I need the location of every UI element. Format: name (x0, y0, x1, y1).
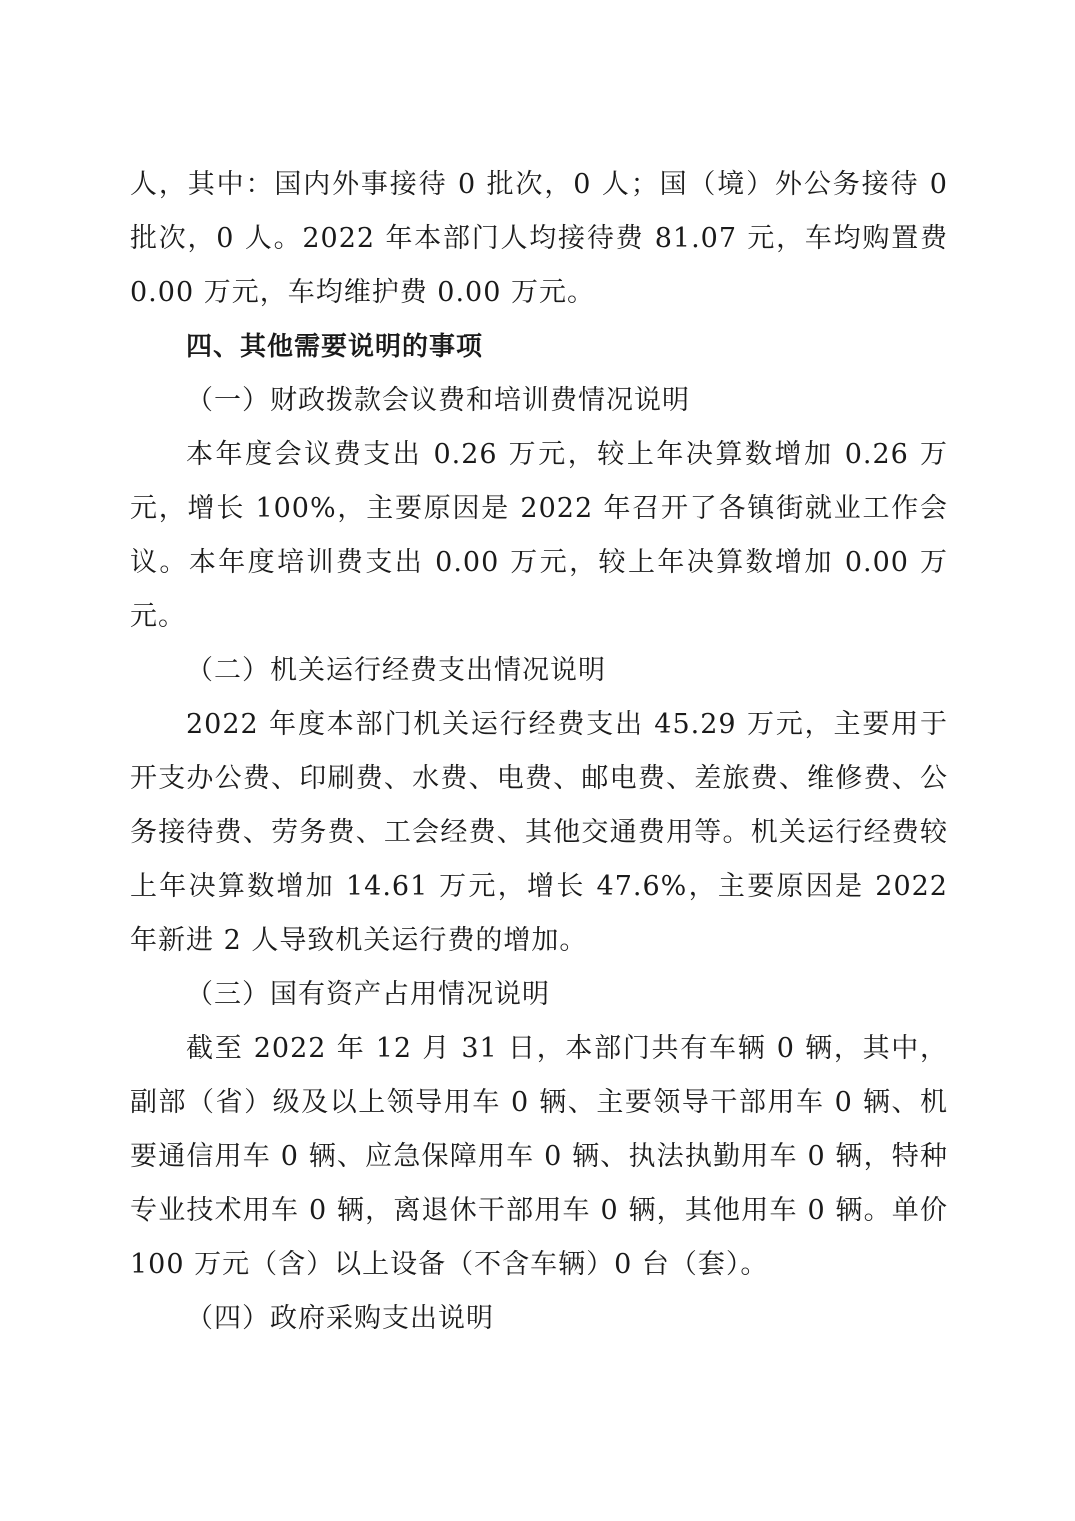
paragraph-state-assets: 截至 2022 年 12 月 31 日，本部门共有车辆 0 辆，其中，副部（省）级及以上领导用车 0 辆、主要领导干部用车 0 辆、机要通信用车 0 辆、应急保障用车 0 辆、执法执勤用车 0 辆，特种专业技术用车 0 辆，离退休干部用车 0 辆，其他用车 0 辆。单价 100 万元（含）以上设备（不含车辆）0 台（套）。 (130, 1033, 948, 1280)
section-heading-other-matters: 四、其他需要说明的事项 (186, 332, 484, 362)
paragraph-reception-summary: 人，其中：国内外事接待 0 批次，0 人；国（境）外公务接待 0 批次，0 人。2022 年本部门人均接待费 81.07 元，车均购置费 0.00 万元，车均维护费 0.00 万元。 (130, 169, 948, 308)
subheading-meeting-training: （一）财政拨款会议费和培训费情况说明 (186, 385, 690, 416)
subheading-state-assets: （三）国有资产占用情况说明 (186, 979, 550, 1010)
paragraph-operating-expenses: 2022 年度本部门机关运行经费支出 45.29 万元，主要用于开支办公费、印刷费、水费、电费、邮电费、差旅费、维修费、公务接待费、劳务费、工会经费、其他交通费用等。机关运行经费较上年决算数增加 14.61 万元，增长 47.6%，主要原因是 2022 年新进 2 人导致机关运行费的增加。 (130, 709, 948, 956)
subheading-government-procurement: （四）政府采购支出说明 (186, 1303, 494, 1334)
paragraph-meeting-training: 本年度会议费支出 0.26 万元，较上年决算数增加 0.26 万元，增长 100%，主要原因是 2022 年召开了各镇街就业工作会议。本年度培训费支出 0.00 万元，较上年决算数增加 0.00 万元。 (130, 439, 948, 632)
document-page (130, 158, 948, 1346)
subheading-operating-expenses: （二）机关运行经费支出情况说明 (186, 655, 606, 686)
